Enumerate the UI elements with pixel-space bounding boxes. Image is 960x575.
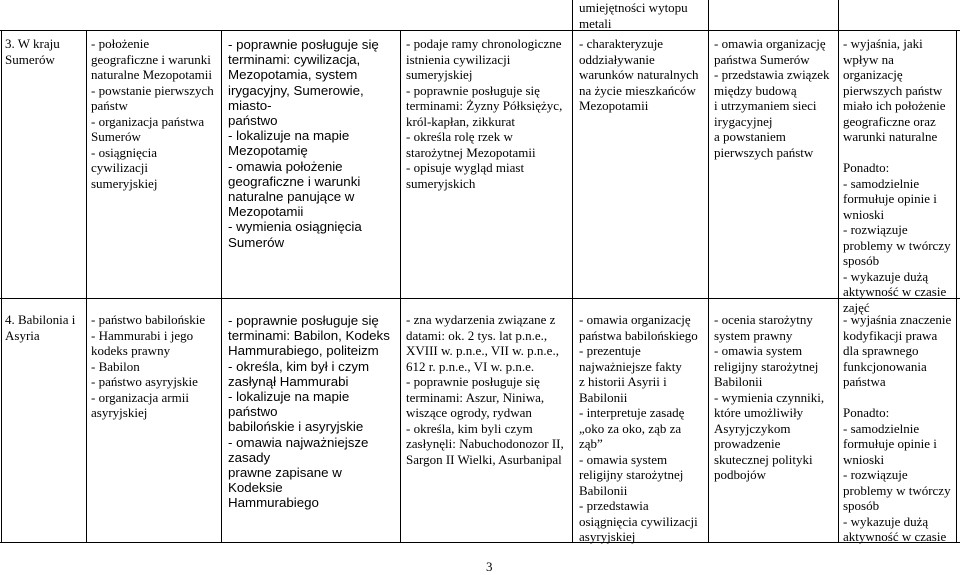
rule-middle	[0, 298, 960, 299]
row1-topic: 3. W kraju Sumerów	[5, 36, 60, 67]
rule-col-2	[221, 30, 222, 543]
rule-col-4	[572, 0, 573, 543]
rule-col-3	[400, 30, 401, 543]
rule-col-0	[1, 30, 2, 543]
rule-col-6	[838, 0, 839, 543]
row1-basic-a: - poprawnie posługuje się terminami: cywilizacja, Mezopotamia, system irygacyjny, Sumerowie, miasto- państwo - lokalizuje na mapie Mezopotamię - omawia położenie geograficzne i warunki naturalne panujące w Mezopotamii - wymienia osiągnięcia Sumerów	[228, 37, 379, 250]
row1-full: - omawia organizację państwa Sumerów - przedstawia związek między budową i utrzymaniem sieci irygacyjnej a powstaniem pierwszych państw	[714, 36, 830, 160]
row2-basic-b: - zna wydarzenia związane z datami: ok. 2 tys. lat p.n.e., XVIII w. p.n.e., VII w. p.n.e., 612 r. p.n.e., VI w. p.n.e. - poprawnie posługuje się terminami: Aszur, Niniwa, wiszące ogrody, rydwan - określa, kim byli czym zasłynęli: Nabuchodonozor II, Sargon II Wielki, Asurbanipal	[406, 312, 564, 467]
row2-topic: 4. Babilonia i Asyria	[5, 312, 76, 343]
rule-bottom	[0, 542, 960, 543]
row2-extended: - omawia organizację państwa babilońskiego - prezentuje najważniejsze fakty z historii Asyrii i Babilonii - interpretuje zasadę „oko za oko, ząb za ząb” - omawia system religijny starożytnej Babilonii - przedstawia osiągnięcia cywilizacji asyryjskiej	[579, 312, 698, 544]
row1-basic-b: - podaje ramy chronologiczne istnienia cywilizacji sumeryjskiej - poprawnie posługuje się terminami: Żyzny Półksiężyc, król-kapłan, zikkurat - określa rolę rzek w starożytnej Mezopotamii - opisuje wygląd miast sumeryjskich	[406, 36, 563, 191]
row1-excellent: - wyjaśnia, jaki wpływ na organizację pierwszych państw miało ich położenie geograficzne oraz warunki naturalne Ponadto: - samodzielnie formułuje opinie i wnioski - rozwiązuje problemy w twórczy sposób - wykazuje dużą aktywność w czasie zajęć	[843, 36, 951, 315]
row2-content: - państwo babilońskie - Hammurabi i jego kodeks prawny - Babilon - państwo asyryjskie - organizacja armii asyryjskiej	[91, 312, 206, 420]
row2-basic-a: - poprawnie posługuje się terminami: Babilon, Kodeks Hammurabiego, politeizm - określa, kim był i czym zasłynął Hammurabi - lokalizuje na mapie państwo babilońskie i asyryjskie - omawia najważniejsze zasady prawne zapisane w Kodeksie Hammurabiego	[228, 313, 390, 511]
row2-full: - ocenia starożytny system prawny - omawia system religijny starożytnej Babilonii - wymienia czynniki, które umożliwiły Asyryjczykom prowadzenie skutecznej polityki podbojów	[714, 312, 825, 482]
page-number: 3	[486, 559, 493, 574]
rule-top	[0, 30, 960, 31]
row1-content: - położenie geograficzne i warunki naturalne Mezopotamii - powstanie pierwszych państw - organizacja państwa Sumerów - osiągnięcia cywilizacji sumeryjskiej	[91, 36, 214, 191]
row2-excellent: - wyjaśnia znaczenie kodyfikacji prawa dla sprawnego funkcjonowania państwa Ponadto: - samodzielnie formułuje opinie i wnioski - rozwiązuje problemy w twórczy sposób - wykazuje dużą aktywność w czasie	[843, 312, 952, 544]
rule-col-5	[708, 0, 709, 543]
row1-extended: - charakteryzuje oddziaływanie warunków naturalnych na życie mieszkańców Mezopotamii	[579, 36, 699, 113]
header-fragment: umiejętności wytopu metali	[579, 0, 688, 31]
rule-col-1	[86, 30, 87, 543]
